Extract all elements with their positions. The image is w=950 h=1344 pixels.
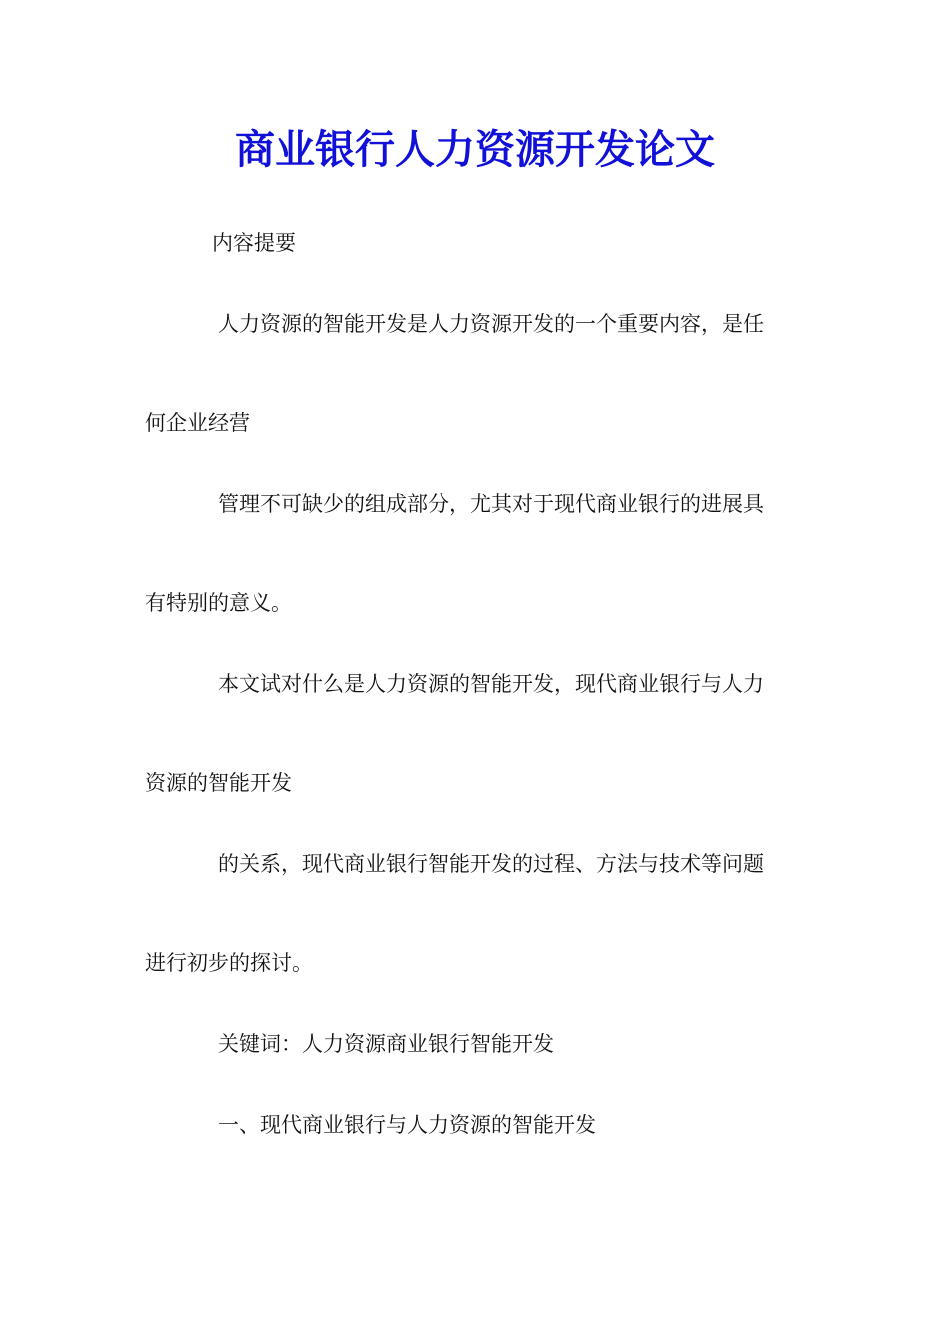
paragraph-line: 人力资源的智能开发是人力资源开发的一个重要内容，是任 — [218, 312, 764, 336]
paragraph-line: 何企业经营 — [145, 411, 250, 435]
document-title: 商业银行人力资源开发论文 — [235, 126, 715, 173]
abstract-heading: 内容提要 — [212, 231, 296, 255]
paragraph-line: 本文试对什么是人力资源的智能开发，现代商业银行与人力 — [218, 672, 764, 696]
paragraph-line: 有特别的意义。 — [145, 591, 292, 615]
paragraph-line: 进行初步的探讨。 — [145, 951, 313, 975]
paragraph-line: 管理不可缺少的组成部分，尤其对于现代商业银行的进展具 — [218, 492, 764, 516]
paragraph-line: 资源的智能开发 — [145, 771, 292, 795]
section-heading: 一、现代商业银行与人力资源的智能开发 — [218, 1113, 596, 1137]
paragraph-line: 的关系，现代商业银行智能开发的过程、方法与技术等问题 — [218, 852, 764, 876]
keywords-line: 关键词：人力资源商业银行智能开发 — [218, 1032, 554, 1056]
